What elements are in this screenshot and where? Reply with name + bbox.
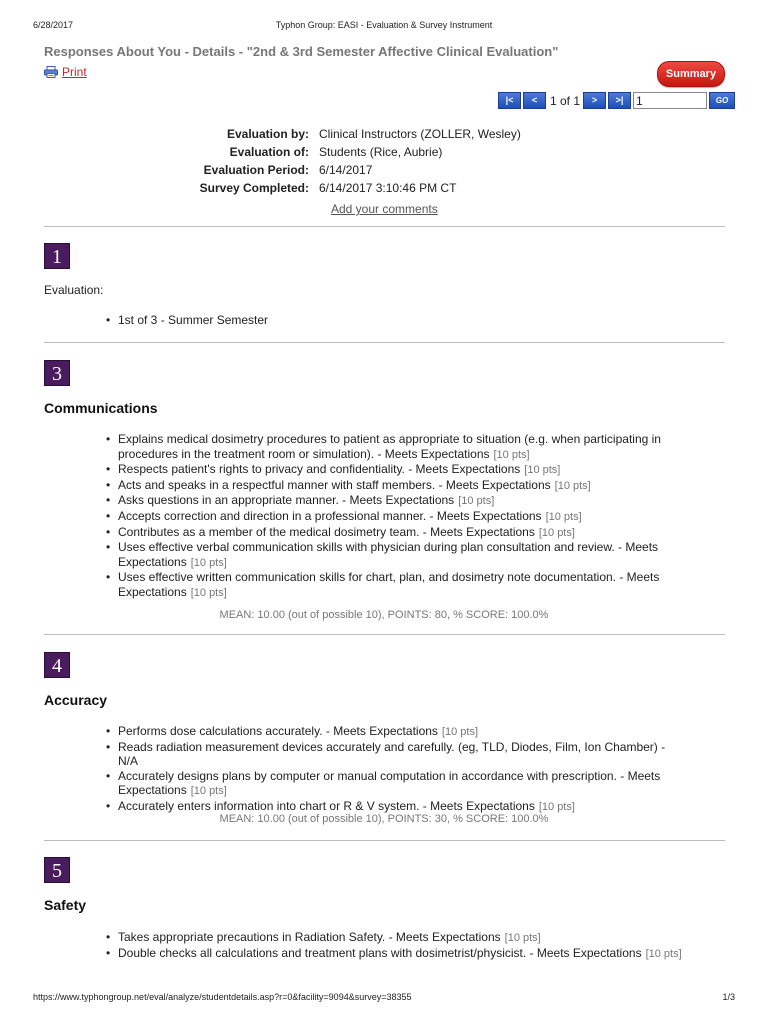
section-items	[104, 432, 684, 601]
item-points: [10 pts]	[190, 556, 227, 569]
pager	[498, 91, 735, 110]
item-points: [10 pts]	[554, 479, 591, 492]
item-points: [10 pts]	[441, 726, 478, 738]
meta-row-evaluation-of	[0, 145, 768, 163]
print-header	[33, 20, 735, 34]
item-text: 1st of 3 - Summer Semester	[118, 313, 269, 327]
list-item	[104, 930, 684, 946]
last-page-button[interactable]: >|	[608, 92, 631, 109]
item-text: Asks questions in an appropriate manner. - Meets Expectations	[118, 493, 455, 508]
next-page-button[interactable]: >	[583, 92, 606, 109]
meta-label: Survey Completed:	[199, 181, 309, 195]
print-url: https://www.typhongroup.net/eval/analyze/studentdetails.asp?r=0&facility=9094&survey=38355	[33, 992, 412, 1002]
item-text: Takes appropriate precautions in Radiation Safety. - Meets Expectations	[118, 930, 501, 944]
item-text: Accepts correction and direction in a professional manner. - Meets Expectations	[118, 508, 542, 523]
item-points: [10 pts]	[524, 464, 561, 477]
divider	[44, 342, 725, 343]
list-item	[104, 313, 704, 328]
item-text: Explains medical dosimetry procedures to patient as appropriate to situation (e.g. when participating in procedures in the treatment room or simulation). - Meets Expectations	[118, 432, 661, 461]
page-number-input[interactable]	[633, 92, 707, 109]
item-text: Contributes as a member of the medical dosimetry team. - Meets Expectations	[118, 524, 535, 539]
page-title: Responses About You - Details - "2nd & 3rd Semester Affective Clinical Evaluation"	[44, 44, 559, 59]
meta-value: 6/14/2017 3:10:46 PM CT	[319, 181, 457, 195]
meta-row-evaluation-period	[0, 163, 768, 181]
list-item	[104, 740, 684, 769]
item-points: [10 pts]	[458, 495, 495, 508]
meta-label: Evaluation of:	[229, 145, 309, 159]
item-points: [10 pts]	[538, 526, 575, 539]
section-title: Communications	[44, 400, 158, 416]
meta-row-evaluation-by	[0, 127, 768, 145]
meta-label: Evaluation by:	[226, 127, 309, 141]
evaluation-details	[0, 127, 768, 199]
print-link[interactable]	[44, 65, 87, 79]
summary-button[interactable]: Summary	[657, 61, 725, 87]
list-item	[104, 570, 684, 600]
item-text: Performs dose calculations accurately. - Meets Expectations	[118, 724, 438, 738]
divider	[44, 226, 725, 227]
item-text: Uses effective verbal communication skills with physician during plan consultation and review. - Meets Expectations	[118, 540, 659, 569]
meta-value: Clinical Instructors (ZOLLER, Wesley)	[319, 127, 521, 141]
list-item	[104, 525, 684, 541]
item-text: Accurately enters information into chart or R & V system. - Meets Expectations	[118, 798, 535, 813]
item-points: [10 pts]	[190, 586, 227, 599]
section-items	[104, 930, 684, 961]
section-title: Accuracy	[44, 692, 108, 708]
page-count: 1 of 1	[550, 93, 581, 108]
list-item	[104, 478, 684, 494]
item-points: [10 pts]	[645, 947, 682, 960]
list-item	[104, 493, 684, 509]
item-text: Uses effective written communication skills for chart, plan, and dosimetry note documentation. - Meets Expectations	[118, 570, 660, 599]
print-footer	[33, 992, 735, 1006]
item-text: Respects patient's rights to privacy and confidentiality. - Meets Expectations	[118, 462, 521, 477]
item-text: Accurately designs plans by computer or manual computation in accordance with prescription. - Meets Expectations	[118, 768, 661, 798]
section-score: MEAN: 10.00 (out of possible 10), POINTS: 30, % SCORE: 100.0%	[219, 813, 549, 825]
item-text: Reads radiation measurement devices accurately and carefully. (eg, TLD, Diodes, Film, Ion Chamber) - N/A	[118, 739, 666, 769]
section-number-badge: 3	[44, 360, 70, 386]
section-number-badge: 5	[44, 857, 70, 883]
section-items	[104, 724, 684, 815]
previous-page-button[interactable]: <	[523, 92, 546, 109]
item-points: [10 pts]	[190, 785, 227, 798]
first-page-button[interactable]: |<	[498, 92, 521, 109]
print-document-title: Typhon Group: EASI - Evaluation & Survey Instrument	[275, 20, 493, 30]
list-item	[104, 769, 684, 799]
section-items	[104, 313, 704, 328]
add-comments-link[interactable]: Add your comments	[331, 202, 438, 216]
item-points: [10 pts]	[493, 448, 530, 461]
go-button[interactable]: GO	[709, 92, 735, 109]
print-page-number: 1/3	[722, 992, 735, 1002]
item-points: [10 pts]	[504, 932, 541, 944]
section-number-badge: 4	[44, 652, 70, 678]
list-item	[104, 462, 684, 478]
meta-value: 6/14/2017	[319, 163, 373, 177]
meta-label: Evaluation Period:	[203, 163, 309, 177]
item-points: [10 pts]	[538, 800, 575, 813]
section-label: Evaluation:	[44, 283, 104, 297]
list-item	[104, 946, 684, 962]
print-link-label: Print	[62, 65, 87, 79]
list-item	[104, 540, 684, 570]
section-score: MEAN: 10.00 (out of possible 10), POINTS: 80, % SCORE: 100.0%	[219, 609, 549, 621]
item-text: Acts and speaks in a respectful manner with staff members. - Meets Expectations	[118, 477, 551, 492]
item-points: [10 pts]	[545, 510, 582, 523]
printer-icon	[44, 66, 58, 78]
divider	[44, 840, 725, 841]
divider	[44, 634, 725, 635]
list-item	[104, 509, 684, 525]
list-item	[104, 724, 684, 740]
section-title: Safety	[44, 897, 87, 913]
section-number-badge: 1	[44, 243, 70, 269]
list-item	[104, 432, 684, 462]
item-text: Double checks all calculations and treatment plans with dosimetrist/physicist. - Meets Expectations	[118, 945, 642, 960]
meta-value: Students (Rice, Aubrie)	[319, 145, 443, 159]
print-date: 6/28/2017	[33, 20, 74, 30]
meta-row-survey-completed	[0, 181, 768, 199]
